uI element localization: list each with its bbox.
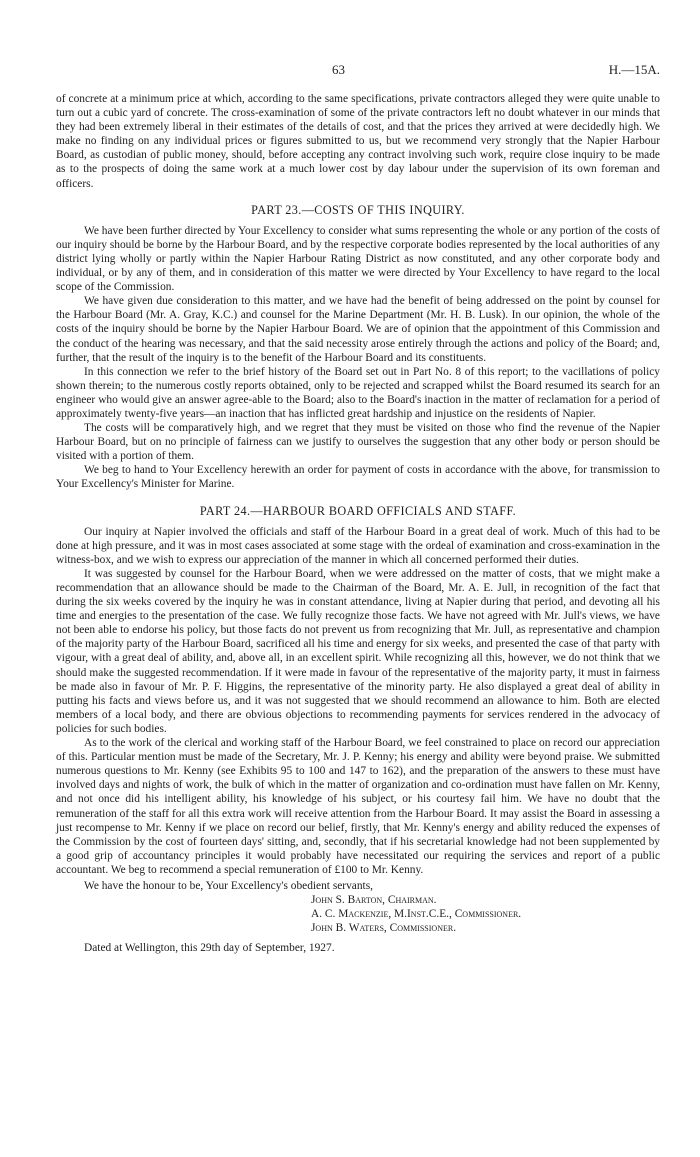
paragraph: We beg to hand to Your Excellency herewith an order for payment of costs in accordance with the above, for transmission to Your Excellency's Minister for Marine. — [56, 464, 660, 491]
page-number: 63 — [332, 62, 345, 77]
signatory-chairman: John S. Barton, Chairman. — [311, 894, 437, 907]
section-heading-part-24: PART 24.—HARBOUR BOARD OFFICIALS AND STAFF. — [199, 503, 517, 518]
dated-line: Dated at Wellington, this 29th day of September, 1927. — [84, 942, 335, 955]
paragraph: The costs will be comparatively high, and we regret that they must be visited on those who find the revenue of the Napier Harbour Board, but on no principle of fairness can we justify to ourselves the suggestion that any other body or person should be visited with a portion of them. — [56, 422, 660, 463]
page-header — [56, 62, 660, 78]
section-heading-part-23: PART 23.—COSTS OF THIS INQUIRY. — [251, 202, 465, 217]
paragraph: It was suggested by counsel for the Harbour Board, when we were addressed on the matter of costs, that we might make a recommendation that an allowance should be made to the Chairman of the Board, Mr. A. E. Jull, in recognition of the fact that during the six weeks covered by the inquiry he was in constant attendance, living at Napier during that period, and devoting all his time and energies to the presentation of the case. We fully recognize those facts. We have not agreed with Mr. Jull's views, we have not been able to endorse his policy, but those facts do not prevent us from recognizing that Mr. Jull, as representative and champion of the majority party of the Harbour Board, sacrificed all his time and energy for six weeks, and presented the case of that party with vigour, with a great deal of ability, and, above all, in an excellent spirit. While recognizing all this, however, we do not think that we should make the suggested recommendation. If it were made in favour of the representative of the majority party, it must in fairness be made also in favour of Mr. P. F. Higgins, the representative of the minority party. He also displayed a great deal of ability in putting his facts and views before us, and it was not suggested that we should recommend an allowance to him. Both are elected members of a local body, and there are obvious objections to recommending payments for services rendered in the advocacy of policies for such bodies. — [56, 567, 660, 735]
signature-block — [56, 879, 660, 935]
signatory-commissioner: A. C. Mackenzie, M.Inst.C.E., Commissioner. — [311, 908, 522, 921]
document-body — [56, 92, 660, 955]
paragraph: We have given due consideration to this matter, and we have had the benefit of being addressed on the point by counsel for the Harbour Board (Mr. A. Gray, K.C.) and counsel for the Marine Department (Mr. H. B. Lusk). In our opinion, the whole of the costs of the inquiry should be borne by the Napier Harbour Board. We are of opinion that the appointment of this Commission and the conduct of the hearing was necessary, and that the said necessity arose entirely through the actions and policy of the Board; and, further, that the result of the inquiry is to the benefit of the Harbour Board and its constituents. — [56, 295, 660, 364]
paragraph: In this connection we refer to the brief history of the Board set out in Part No. 8 of this report; to the vacillations of policy shown therein; to the numerous costly reports obtained, only to be rejected and scrapped whilst the Board resumed its search for an engineer who would give an answer agree-able to the Board; also to the Board's inaction in the matter of reclamation for a period of approximately twenty-five years—an inaction that has inflicted great hardship and injustice on the residents of Napier. — [56, 365, 660, 420]
paragraph: Our inquiry at Napier involved the officials and staff of the Harbour Board in a great deal of work. Much of this had to be done at high pressure, and it was in most cases associated at some stage with the ordeal of examination and cross-examination in the witness-box, and we wish to express our appreciation of the manner in which all concerned performed their duties. — [56, 525, 660, 566]
salutation: We have the honour to be, Your Excellency's obedient servants, — [84, 879, 373, 892]
paragraph-intro: of concrete at a minimum price at which, according to the same specifications, private contractors alleged they were quite unable to turn out a cubic yard of concrete. The cross-examination of some of the private contractors left no doubt whatever in our minds that they had been extremely liberal in their estimates of the details of cost, and that the prices they arrived at were decidedly high. We make no finding on any individual prices or figures submitted to us, but we recommend very strongly that the Napier Harbour Board, as custodian of public money, should, before accepting any contract involving such work, require close inquiry to be made as to the prospects of doing the same work at a much lower cost by day labour under the supervision of its own foreman and officers. — [56, 93, 660, 190]
paragraph: As to the work of the clerical and working staff of the Harbour Board, we feel constrained to place on record our appreciation of this. Particular mention must be made of the Secretary, Mr. J. P. Kenny; his energy and ability were beyond praise. We submitted numerous questions to Mr. Kenny (see Exhibits 95 to 100 and 147 to 162), and the preparation of the answers to these must have involved days and nights of work, the bulk of which in the matter of organization and co-ordination must have fallen on Mr. Kenny, and not once did his intelligent ability, his knowledge of his subject, or his courtesy fail him. We have no doubt that the remuneration of the staff for all this extra work will receive attention from the Harbour Board. It may assist the Board in assessing a just recompense to Mr. Kenny if we place on record our belief, firstly, that Mr. Kenny's energy and ability reduced the expenses of the Commission by the cost of fourteen days' sitting, and, secondly, that if his secretarial knowledge had not been supplemented by a good grip of accountancy principles it would probably have necessitated our requiring the services and report of a public accountant. We beg to recommend a special remuneration of £100 to Mr. Kenny. — [56, 737, 660, 876]
document-reference: H.—15A. — [608, 62, 660, 77]
signatory-commissioner: John B. Waters, Commissioner. — [311, 922, 457, 935]
paragraph: We have been further directed by Your Excellency to consider what sums representing the whole or any portion of the costs of our inquiry should be borne by the Harbour Board, and by the respective corporate bodies represented by the local authorities of any district lying wholly or partly within the Napier Harbour Rating District as now constituted, and any other corporate body and individual, or by any of them, and in consideration of this matter we were directed by Your Excellency to have regard to the local scope of the Commission. — [56, 224, 660, 294]
